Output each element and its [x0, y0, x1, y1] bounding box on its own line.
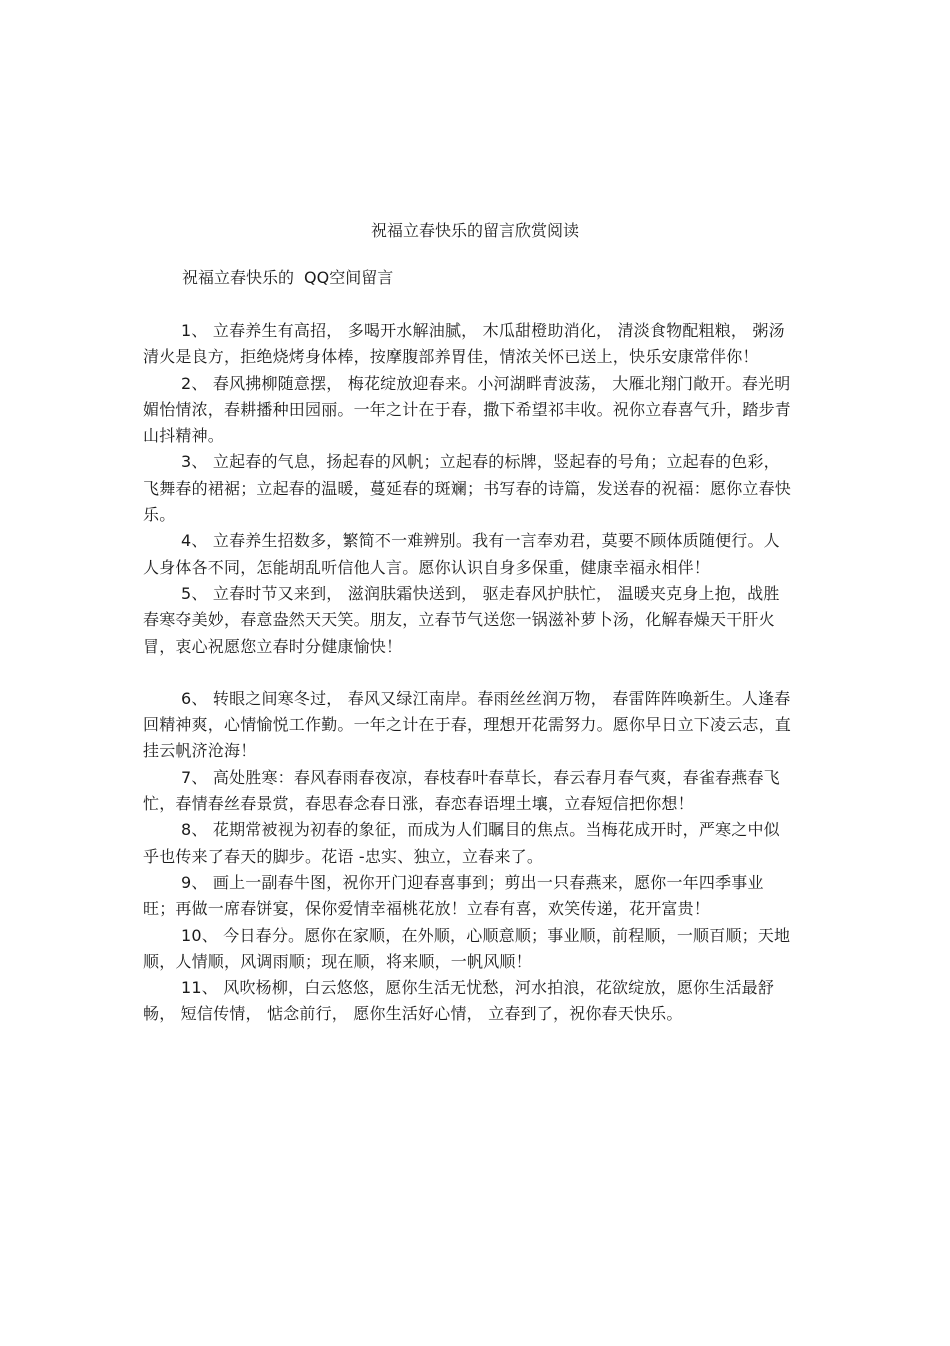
- message-item: 8、 花期常被视为初春的象征，而成为人们瞩目的焦点。当梅花成开时，严寒之中似乎也传来了春天的脚步。花语 -忠实、独立，立春来了。: [143, 820, 780, 866]
- message-item: 4、 立春养生招数多，繁简不一难辨别。我有一言奉劝君，莫要不顾体质随便行。人人身体各不同，怎能胡乱听信他人言。愿你认识自身多保重，健康幸福永相伴！: [143, 531, 780, 577]
- message-item: 5、 立春时节又来到， 滋润肤霜快送到， 驱走春风护肤忙， 温暖夹克身上抱，战胜春寒夺美妙，春意盎然天天笑。朋友，立春节气送您一锅滋补萝卜汤，化解春燥天干肝火冒，衷心祝愿您立春时分健康愉快！: [143, 583, 780, 656]
- message-item: 1、 立春养生有高招， 多喝开水解油腻， 木瓜甜橙助消化， 清淡食物配粗粮， 粥汤清火是良方，拒绝烧烤身体棒，按摩腹部养胃佳，情浓关怀已送上，快乐安康常伴你！: [143, 321, 785, 367]
- document-title: 祝福立春快乐的留言欣赏阅读: [370, 221, 579, 240]
- message-item: 2、 春风拂柳随意摆， 梅花绽放迎春来。小河湖畔青波荡， 大雁北翔门敞开。春光明媚怡情浓，春耕播种田园丽。一年之计在于春，撒下希望祁丰收。祝你立春喜气升，踏步青山抖精神。: [143, 373, 792, 446]
- subtitle-text: 祝福立春快乐的: [182, 268, 295, 287]
- message-item: 9、 画上一副春牛图，祝你开门迎春喜事到；剪出一只春燕来，愿你一年四季事业旺；再做一席春饼宴，保你爱情幸福桃花放！立春有喜，欢笑传递，花开富贵！: [143, 872, 764, 919]
- message-item: 3、 立起春的气息，扬起春的风帆；立起春的标牌，竖起春的号角；立起春的色彩，飞舞春的裙裾；立起春的温暖，蔓延春的斑斓；书写春的诗篇，发送春的祝福：愿你立春快乐。: [143, 452, 792, 525]
- message-item: 7、 高处胜寒：春风春雨春夜凉，春枝春叶春草长，春云春月春气爽，春雀春燕春飞忙，春情春丝春景赏，春思春念春日涨，春恋春语埋土壤，立春短信把你想！: [143, 767, 780, 814]
- subtitle-qq-text: QQ空间留言: [304, 268, 394, 287]
- message-item: 11、 风吹杨柳，白云悠悠，愿你生活无忧愁，河水拍浪，花欲绽放，愿你生活最舒畅， 短信传情， 惦念前行， 愿你生活好心情， 立春到了，祝你春天快乐。: [143, 978, 775, 1024]
- document-subtitle: [182, 267, 393, 289]
- message-item: 6、 转眼之间寒冬过， 春风又绿江南岸。春雨丝丝润万物， 春雷阵阵唤新生。人逢春回精神爽，心情愉悦工作勤。一年之计在于春，理想开花需努力。愿你早日立下凌云志，直挂云帆济沧海！: [143, 688, 792, 761]
- message-list: [143, 318, 795, 1028]
- message-item: 10、 今日春分。愿你在家顺，在外顺，心顺意顺；事业顺，前程顺，一顺百顺；天地顺，人情顺，风调雨顺；现在顺，将来顺，一帆风顺！: [143, 925, 791, 971]
